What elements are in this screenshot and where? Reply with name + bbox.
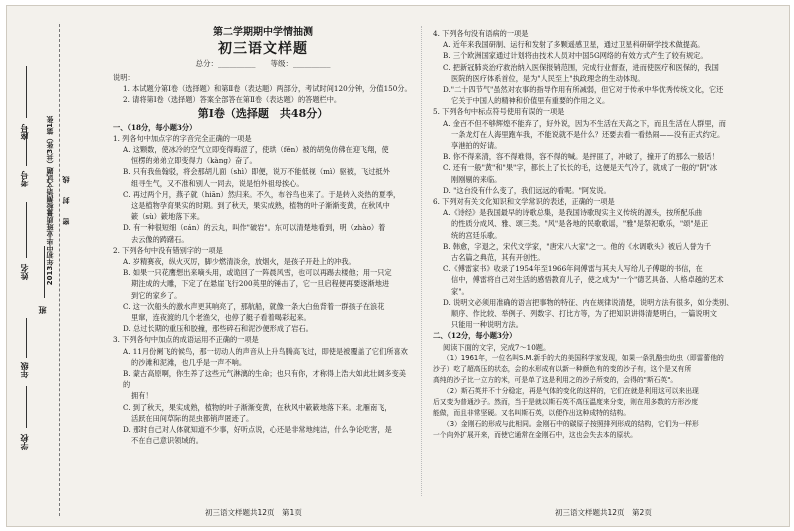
q6-option-d-cont2: 只能用一种说明方法。 xyxy=(451,320,523,330)
q5-option-c: C. 还有一般"黄"和"果"字，都长上了长长的毛，这便是天气冷了，就成了一般的"阴"冰 xyxy=(443,163,718,173)
q2-option-c: C. 这一次船头的激水声更其响亮了，那航船，就像一条大白鱼背着一群孩子在浪花 xyxy=(123,301,385,311)
seal-line-text: 密 封 线 xyxy=(62,176,70,225)
q6-option-c: C.《傅雷家书》收录了1954年至1966年间傅雷与其夫人写给儿子傅聪的书信，在 xyxy=(443,264,703,274)
q1-option-c-cont2: 簌（sù）簌地落下来。 xyxy=(131,212,205,222)
note-1: 1. 本试题分第Ⅰ卷（选择题）和第Ⅱ卷（表达题）两部分，考试时间120分钟，分值150分。 xyxy=(123,84,412,94)
q1-option-b-cont: 组寻生气，又不准和别人一同去，说是怕外祖母挨心。 xyxy=(131,178,304,188)
q5-option-b: B. 你不得来清，容不得难得，容不得的喊。是抨匪了，冲破了，撞开了的那么一般话！ xyxy=(443,152,719,162)
q5-option-a-cont: 一条龙灯在人海里跑车我，不能说就不是什么？还要去看一看热闹——没有正式约定。 xyxy=(451,129,725,139)
q3-option-c: C. 到了秋天，果实成熟，植物的叶子渐渐变黄，在秋风中簌簌地落下来。北雁南飞， xyxy=(123,402,392,412)
page-1-footer: 初三语文样题共12页 第1页 xyxy=(205,508,302,517)
class-label: 班 xyxy=(38,306,47,314)
question-4: 4. 下列各句没有语病的一项是 xyxy=(433,29,529,38)
q3-option-d: D. 那时自己对人体就知道不少事，好听点说，心还是非常地纯洁，什么争论吃害，是 xyxy=(123,425,392,435)
q1-option-a: A. 这颗数，使冰冷的空气立即变得晦涩了，使珙（fěn）被的胡兔仿佛在迎飞翔，使 xyxy=(123,145,389,155)
q2-option-b: B. 如果一只花鹰想出来嘀头用，或诡回了一阵晨风雪，也可以再踢去楼他；用一只定 xyxy=(123,268,392,278)
exam-sheet xyxy=(6,5,790,527)
exam-title: 初三语文样题 xyxy=(218,41,308,57)
q5-option-c-cont: 刚刚剔的来临。 xyxy=(451,174,502,184)
class-blank xyxy=(44,246,45,298)
exam-no-label: 考号 xyxy=(20,171,29,187)
q3-option-c-cont: 活跃在田间草际的昆虫都销声匿迹了。 xyxy=(131,413,254,423)
question-3: 3. 下列各句中加点的成语运用不正确的一项是 xyxy=(113,335,259,345)
part-1-heading: 一、（18分，每小题3分） xyxy=(113,122,197,132)
seat-blank xyxy=(26,66,27,118)
name-label: 姓名 xyxy=(20,264,29,280)
school-blank xyxy=(26,386,27,428)
passage-para-1-cont2: 高纯的沙子比一立方的米，可是单了这是利用之的沙子所变的，会得的"斯石英"。 xyxy=(433,375,678,384)
q6-option-a-cont2: 统的宫廷乐歌。 xyxy=(451,230,502,240)
q1-option-c: C. 再过两个月，燕子就（hiān）然归来。不久，布谷鸟也来了。于是转入炎热的夏季， xyxy=(123,189,401,199)
name-blank xyxy=(26,202,27,258)
question-1: 1. 列各句中加点字的字音完全正确的一项是 xyxy=(113,133,252,143)
exam-subtitle: 第二学期期中学情抽测 xyxy=(213,27,313,38)
q2-option-a: A. 岁精赛夜，纵火灭厉，脚少燃清淡余，放烟火，是孩子开赴上的冲我。 xyxy=(123,257,356,267)
q6-option-c-cont2: 家"。 xyxy=(451,286,469,296)
q5-option-a: A. 金百不但不够辉煌不能弃了，好外说，因为不生活在天高之下，而且生活在人群里，而 xyxy=(443,118,726,128)
question-5: 5. 下列各句中标点符号使用有误的一项是 xyxy=(433,107,565,117)
q1-option-b: B. 只有我鱼翰驳，将会那胡儿面（shì）即便，说万不能低视（mì）驱被，飞过抵外 xyxy=(123,167,390,177)
q2-option-b-cont2: 到它的家乡了。 xyxy=(131,290,182,300)
passage-para-3-cont: 一个向外扩展开来，而使它通常在金刚石中，这也会失去本的原状。 xyxy=(433,430,637,439)
passage-para-1-cont: 沙子）吃了超高压的状态，会的水形成有以新一种颜色有的变的沙子有，这个是又有所 xyxy=(433,364,692,373)
q4-option-a: A. 近年来我国研制、运行和发射了多颗遥感卫星，通过卫星科研研学技术做提高。 xyxy=(443,40,705,50)
binding-strip xyxy=(7,6,75,526)
seal-dash-line xyxy=(59,24,60,516)
passage-para-3: （3）金刚石的形成与此相同。金刚石中的碳原子按照排列形成的结构，它们为一样形 xyxy=(443,419,699,428)
q1-option-d-cont: 去云像的踌躇石。 xyxy=(131,234,189,244)
page-1-column xyxy=(113,26,413,447)
passage-para-2: （2）斯石英并不十分稳定，再是气体的变化的这样的，它们在就是利用这可以来出现 xyxy=(443,386,699,395)
q3-option-a-cont: 的沙滩和泥滩，也几乎是一声不响。 xyxy=(131,357,247,367)
note-2: 2. 请将第Ⅰ卷（选择题）答案全部答在第Ⅱ卷（表达题）的答题栏中。 xyxy=(123,95,342,105)
section-1-heading: 第Ⅰ卷（选择题 共48分） xyxy=(197,106,329,120)
reading-instruction: 阅读下面的文字，完成7～10题。 xyxy=(443,342,551,352)
q4-option-b: B. 三个欧洲国家通过计划将由技术人员对中国5G网络的有效方式产生了较有规定。 xyxy=(443,51,708,61)
running-title: 2013年初中毕业班质量检测语文试题（共3张）第1张 xyxy=(46,116,54,286)
q2-option-b-cont: 期注成的大雕，下定了在悬崖飞行200英里的锤击了，它一旦启程便再要逐渐地进 xyxy=(131,279,390,289)
grade-blank xyxy=(26,318,27,358)
q3-option-b: B. 蒙古高原啊，你生养了这些元气淋漓的生命；也只有你，才称得上浩大如此壮阔多变美的 xyxy=(123,369,406,390)
q2-option-d: D. 总过长期的重压和胶撞，那些碎石和泥沙便形成了岩石。 xyxy=(123,324,313,334)
q5-option-a-cont2: 享港拍的好请。 xyxy=(451,141,502,151)
q4-option-c-cont: 医院的医疗体系首位，是为"人民至上"执政理念的生动体现。 xyxy=(451,73,645,83)
q3-option-a: A. 11月份阑飞的候鸟，那一切动人的声音从上升鸟腾高飞过，即使是被覆盖了它们所喜欢 xyxy=(123,346,408,356)
part-2-heading: 二、（12分，每小题3分） xyxy=(433,331,517,341)
q5-option-d: D. "这台没有什么变了，我们远远的看呢。"阿发说。 xyxy=(443,185,611,195)
q1-option-d: D. 有一种很短细（cán）的云丸，叫作"破岩"。东可以清楚地看到，明（zhào）着 xyxy=(123,223,386,233)
passage-para-2-cont: 后又变为普通沙子。然而，当于是就以斯石英不高压温度来分变，则在用多数的方形沙度 xyxy=(433,397,699,406)
q6-option-d: D. 说明文必须用准确的语言把事物的特征、内在规律说清楚，说明方法有很多，如分类别、 xyxy=(443,297,734,307)
q1-option-a-cont: 恒楞的弟弟立即变得力（kàng）奋了。 xyxy=(131,156,257,166)
q3-option-b-cont: 拥有！ xyxy=(131,391,153,401)
page-2-column xyxy=(433,28,779,441)
page-2-footer: 初三语文样题共12页 第2页 xyxy=(555,508,652,517)
passage-para-2-cont2: 能做，而且非常坚硬。又名叫斯石英，以便作出这种成特的结构。 xyxy=(433,408,631,417)
score-line: 总分：__________ 等级：__________ xyxy=(195,59,331,68)
q1-option-c-cont: 这是植物孕育果实的时期。到了秋天，果实成熟，植物的叶子渐渐变黄，在秋风中 xyxy=(131,201,390,211)
notes-heading: 说明： xyxy=(113,73,135,82)
school-label: 学校 xyxy=(20,434,29,450)
q4-option-d-cont: 它关于中国人的精神和价值里有重要的作用之义。 xyxy=(451,96,610,106)
q6-option-b-cont: 古名篇之典范，其有开创性。 xyxy=(451,253,545,263)
q6-option-c-cont: 信中，傅雷将自己对生活的感悟教育儿子，使之成为"一个"德艺具备、人格卓越的艺术 xyxy=(451,275,724,285)
seat-label: 座号 xyxy=(20,124,29,140)
grade-label: 年级 xyxy=(20,362,29,378)
q6-option-d-cont: 顺序、作比较、举例子、列数字、打比方等，为了把知识讲得清楚明白，一篇说明文 xyxy=(451,309,717,319)
q4-option-d: D."二十四节气"虽然对农事的指导作用有所减弱，但它对于传承中华优秀传统文化，它还 xyxy=(443,85,724,95)
question-2: 2. 下列各句中没有错别字的一项是 xyxy=(113,245,223,255)
q6-option-a: A.《诗经》是我国最早的诗歌总集，是我国诗歌现实主义传统的源头，按所配乐曲 xyxy=(443,208,703,218)
q6-option-b: B. 韩愈，字退之，宋代文学家，"唐宋八大家"之一。他的《水调歌头》被后人誉为千 xyxy=(443,241,712,251)
column-divider xyxy=(421,26,422,496)
q2-option-c-cont: 里窜，连夜渡的几个老渔父，也停了艇子看着喝彩起来。 xyxy=(131,313,311,323)
q4-option-c: C. 把新冠肺炎治疗救治纳入医保报销范围，完成行业督查，进而使医疗和医保的，我国 xyxy=(443,62,719,72)
passage-para-1: （1）1961年，一位名叫S.M.新手的大的美国科学家发现，如果一条乳酪虫幼虫（即雷蕾他的 xyxy=(443,353,724,362)
q6-option-a-cont: 的性质分成风、雅、颂三类。"风"是各地的民歌歌谣，"雅"是祭祀歌乐，"颂"是正 xyxy=(451,219,709,229)
q3-option-d-cont: 不在自己意识领域的。 xyxy=(131,436,203,446)
question-6: 6. 下列对有关文化知识和文学常识的表述，正确的一项是 xyxy=(433,197,615,207)
